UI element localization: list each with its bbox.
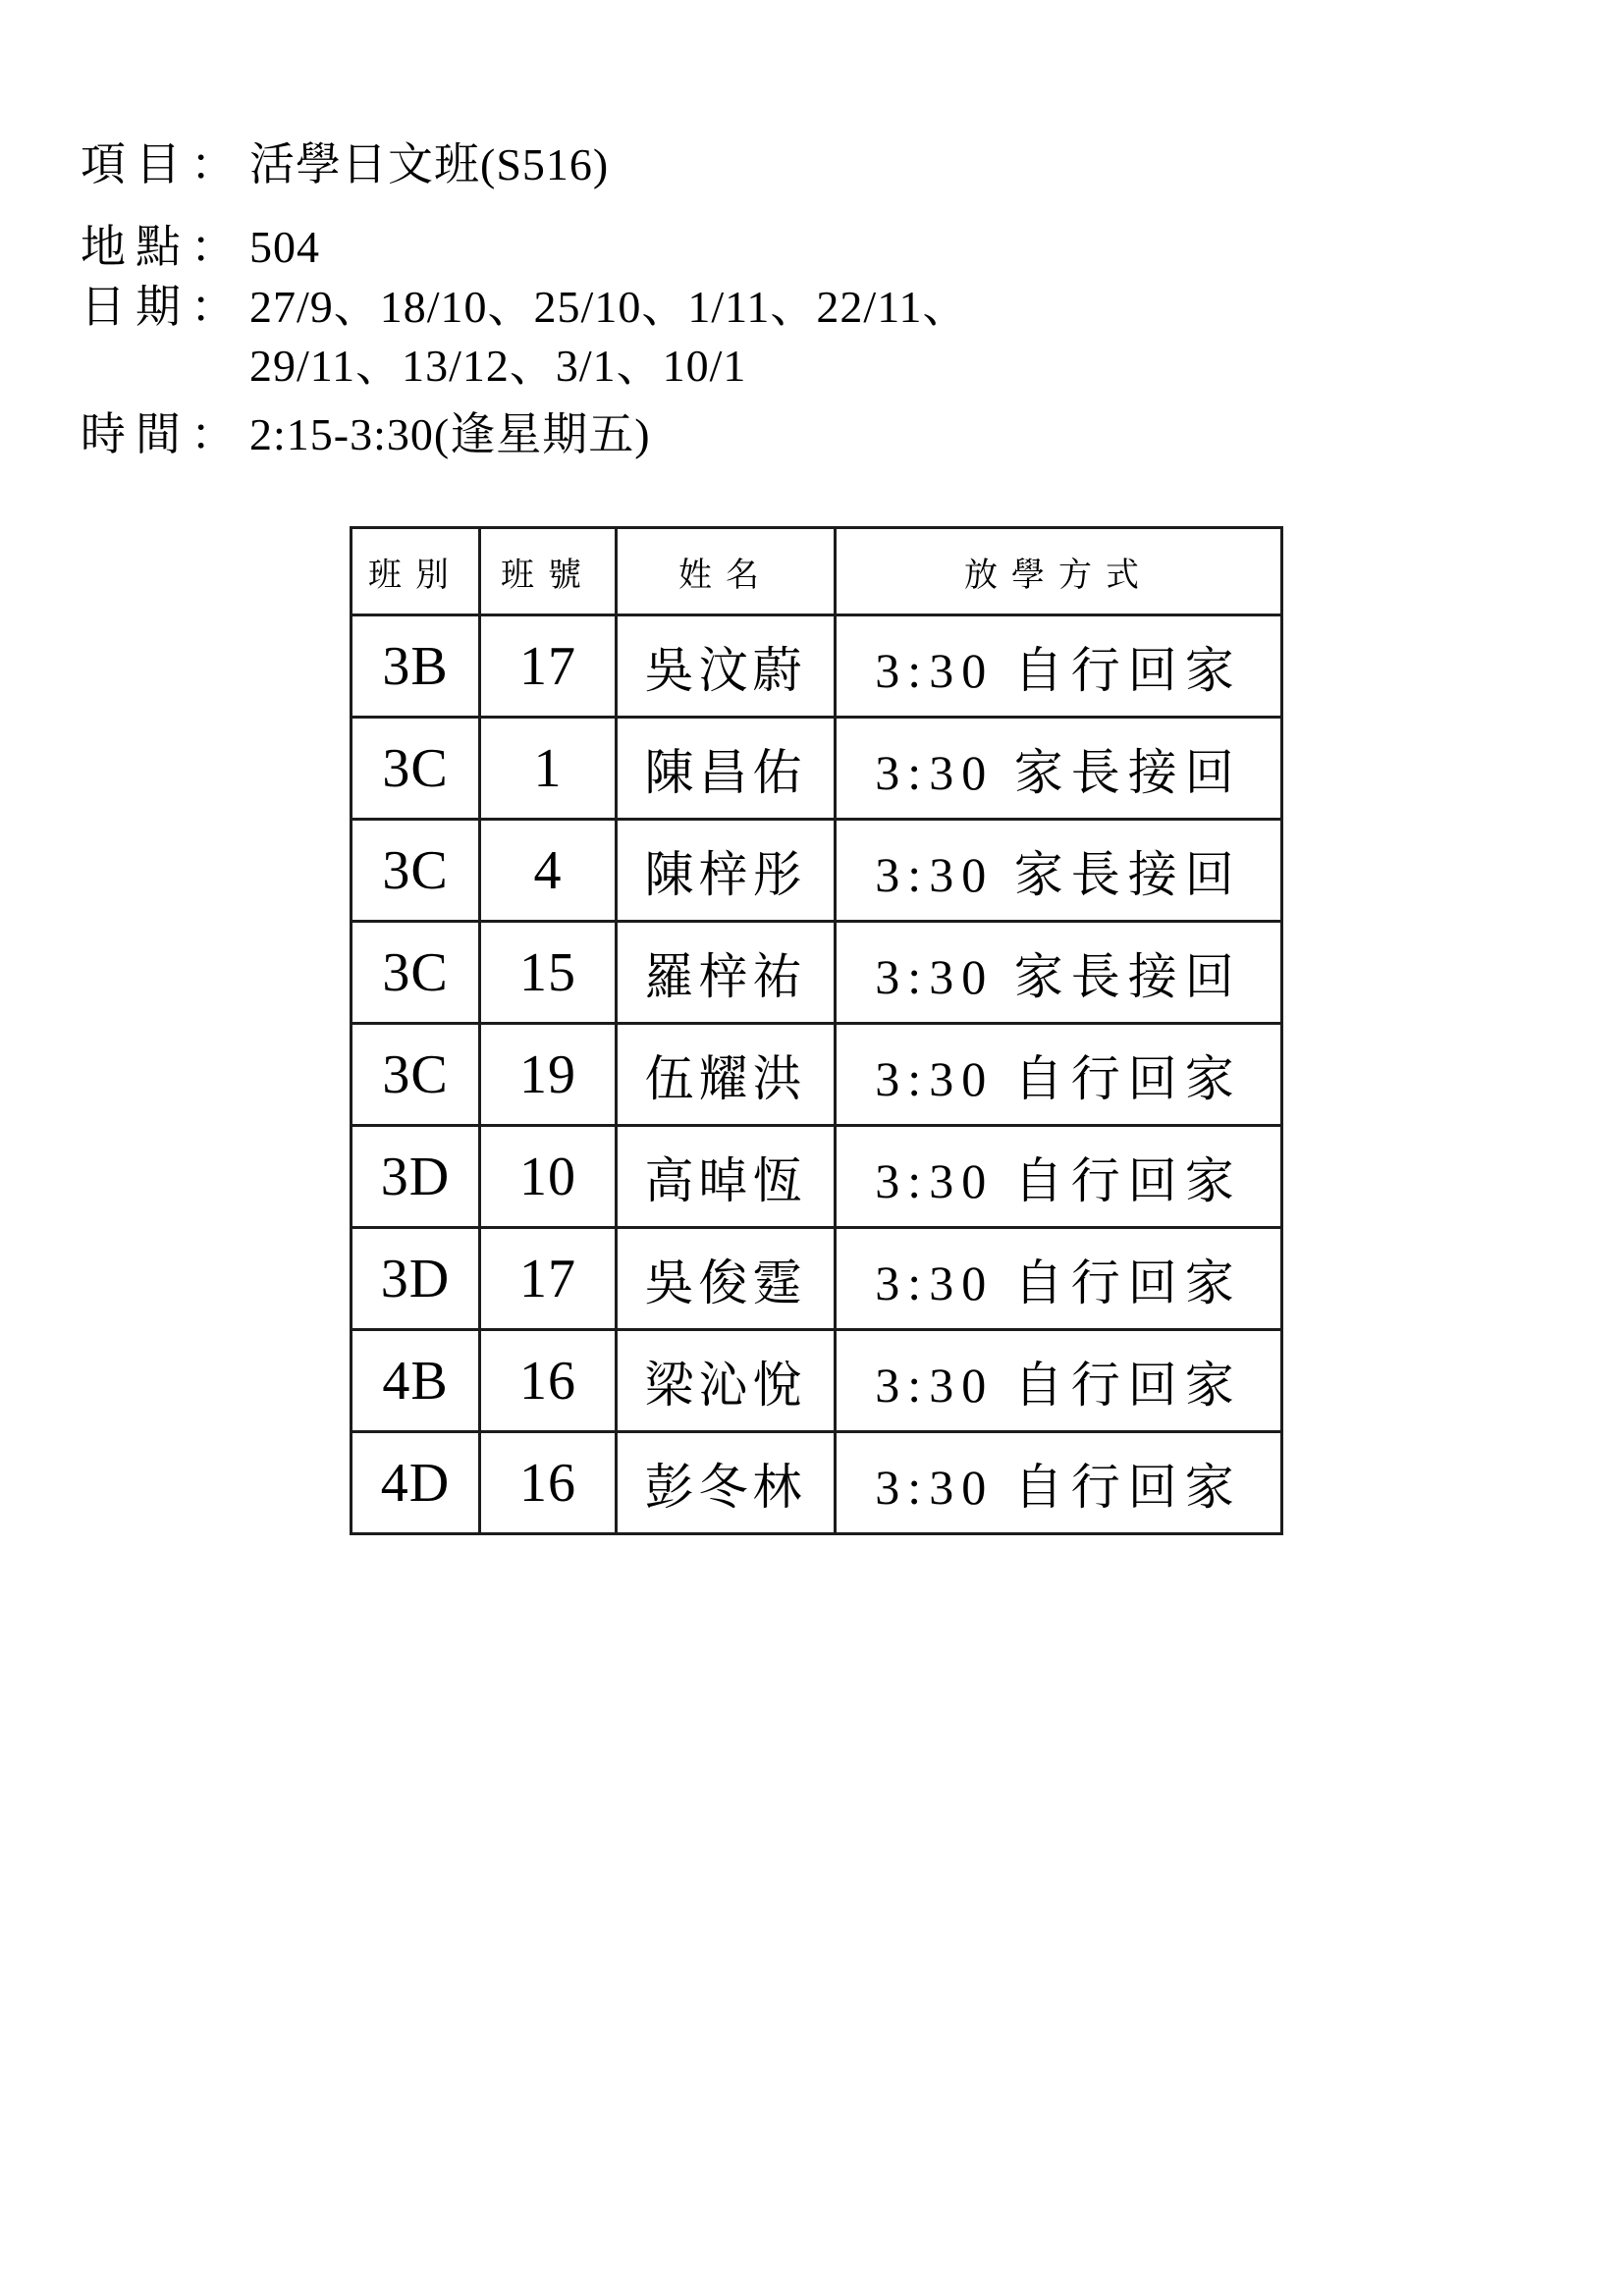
- col-header-name: 姓名: [617, 528, 836, 615]
- location-label: 地點：: [81, 222, 245, 272]
- time-value: 2:15-3:30(逢星期五): [249, 409, 651, 459]
- cell-class: 3C: [352, 820, 480, 922]
- cell-name: 陳梓彤: [617, 820, 836, 922]
- dates-value-block: [249, 278, 969, 396]
- cell-dismissal: 3:30 家長接回: [836, 922, 1282, 1024]
- cell-name: 伍耀洪: [617, 1024, 836, 1126]
- table-header-row: [352, 528, 1282, 615]
- dates-value-line2: 29/11、13/12、3/1、10/1: [249, 341, 747, 391]
- cell-dismissal: 3:30 家長接回: [836, 718, 1282, 820]
- cell-name: 彭冬林: [617, 1432, 836, 1534]
- table-row: [352, 1228, 1282, 1330]
- project-value: 活學日文班(S516): [249, 139, 610, 189]
- cell-class: 3C: [352, 1024, 480, 1126]
- col-header-dismissal-method: 放學方式: [836, 528, 1282, 615]
- col-header-class: 班別: [352, 528, 480, 615]
- location-value: 504: [249, 222, 320, 272]
- cell-dismissal: 3:30 自行回家: [836, 1126, 1282, 1228]
- dates-label: 日期：: [81, 282, 245, 332]
- dates-line: [81, 278, 969, 396]
- table-row: [352, 1330, 1282, 1432]
- time-line: [81, 405, 651, 464]
- cell-name: 高晫恆: [617, 1126, 836, 1228]
- cell-dismissal: 3:30 自行回家: [836, 1330, 1282, 1432]
- cell-class: 3D: [352, 1126, 480, 1228]
- cell-name: 梁沁悅: [617, 1330, 836, 1432]
- cell-number: 17: [480, 1228, 617, 1330]
- cell-class: 3B: [352, 615, 480, 718]
- cell-dismissal: 3:30 自行回家: [836, 615, 1282, 718]
- cell-name: 羅梓祐: [617, 922, 836, 1024]
- cell-number: 17: [480, 615, 617, 718]
- cell-number: 10: [480, 1126, 617, 1228]
- cell-class: 3C: [352, 718, 480, 820]
- cell-number: 4: [480, 820, 617, 922]
- table-row: [352, 820, 1282, 922]
- col-header-class-number: 班號: [480, 528, 617, 615]
- cell-dismissal: 3:30 家長接回: [836, 820, 1282, 922]
- cell-name: 吳俊霆: [617, 1228, 836, 1330]
- cell-dismissal: 3:30 自行回家: [836, 1024, 1282, 1126]
- project-line: [81, 135, 609, 194]
- cell-name: 陳昌佑: [617, 718, 836, 820]
- cell-name: 吳汶蔚: [617, 615, 836, 718]
- cell-class: 4D: [352, 1432, 480, 1534]
- cell-number: 15: [480, 922, 617, 1024]
- table-row: [352, 1432, 1282, 1534]
- cell-number: 16: [480, 1432, 617, 1534]
- table-row: [352, 1024, 1282, 1126]
- table-row: [352, 1126, 1282, 1228]
- dismissal-table: [350, 526, 1283, 1535]
- table-row: [352, 615, 1282, 718]
- project-label: 項目：: [81, 139, 245, 189]
- table-row: [352, 922, 1282, 1024]
- cell-number: 19: [480, 1024, 617, 1126]
- cell-number: 1: [480, 718, 617, 820]
- cell-class: 3D: [352, 1228, 480, 1330]
- cell-dismissal: 3:30 自行回家: [836, 1432, 1282, 1534]
- location-line: [81, 218, 320, 277]
- cell-class: 4B: [352, 1330, 480, 1432]
- dates-value-line1: 27/9、18/10、25/10、1/11、22/11、: [249, 282, 969, 332]
- cell-dismissal: 3:30 自行回家: [836, 1228, 1282, 1330]
- time-label: 時間：: [81, 409, 245, 459]
- cell-number: 16: [480, 1330, 617, 1432]
- table-row: [352, 718, 1282, 820]
- cell-class: 3C: [352, 922, 480, 1024]
